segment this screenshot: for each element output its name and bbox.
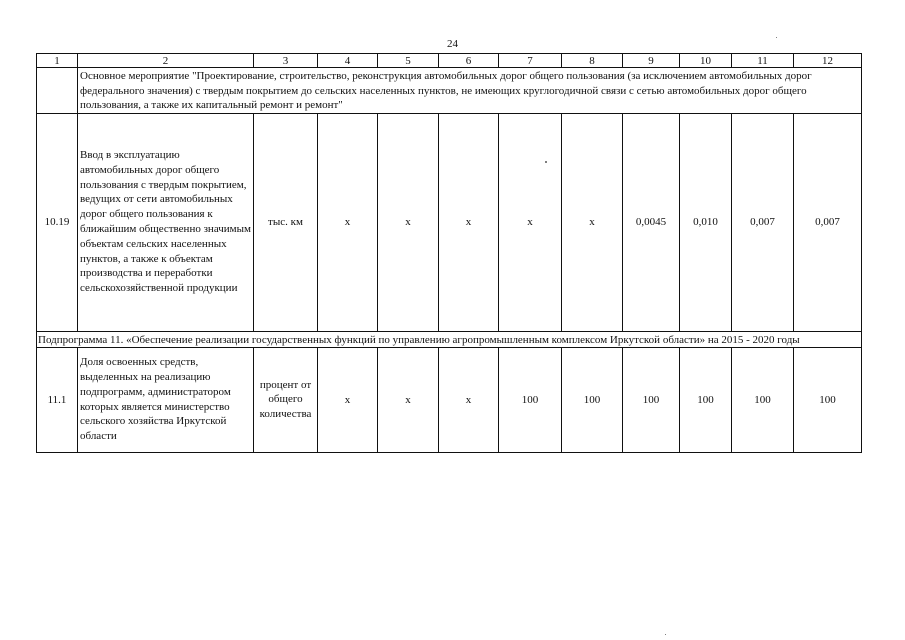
value-cell: 100: [499, 347, 562, 452]
value-cell: 0,0045: [623, 113, 680, 331]
column-header: 9: [623, 54, 680, 68]
row-number: 10.19: [37, 113, 78, 331]
subprogram-row: [37, 331, 862, 347]
value-cell: 100: [680, 347, 732, 452]
column-header: 5: [378, 54, 439, 68]
main-event-text: Основное мероприятие "Проектирование, строительство, реконструкция автомобильных дорог общего пользования (за исключением автомобильных дорог федерального значения) с твердым покрытием до сельских населенных пунктов, не имеющих круглогодичной связи с сетью автомобильных дорог общего пользования, а также их капитальный ремонт и ремонт": [78, 68, 862, 114]
value-cell: x: [378, 113, 439, 331]
value-cell: x: [378, 347, 439, 452]
value-cell: x: [439, 113, 499, 331]
value-cell: 0,007: [732, 113, 794, 331]
value-cell: x: [318, 113, 378, 331]
value-cell: x: [499, 113, 562, 331]
column-header: 10: [680, 54, 732, 68]
column-header: 7: [499, 54, 562, 68]
column-header: 1: [37, 54, 78, 68]
value-cell: x: [439, 347, 499, 452]
table-row: [37, 113, 862, 331]
page-number: 24: [447, 38, 458, 50]
column-header: 12: [794, 54, 862, 68]
unit-cell: тыс. км: [254, 113, 318, 331]
value-cell: 100: [732, 347, 794, 452]
indicator-name: Ввод в эксплуатацию автомобильных дорог общего пользования с твердым покрытием, ведущих от сети автомобильных дорог общего пользования к ближайшим общественно значимым объектам сельских населенных пунктов, а также к объектам производства и переработки сельскохозяйственной продукции: [78, 113, 254, 331]
table-row: [37, 347, 862, 452]
empty-number-cell: [37, 68, 78, 114]
indicator-name: Доля освоенных средств, выделенных на реализацию подпрограмм, администратором которых является министерство сельского хозяйства Иркутской области: [78, 347, 254, 452]
column-number-row: [37, 54, 862, 68]
main-event-row: [37, 68, 862, 114]
value-cell: x: [318, 347, 378, 452]
indicators-table: [36, 53, 862, 453]
value-cell: 100: [794, 347, 862, 452]
value-cell: x: [562, 113, 623, 331]
value-cell: 100: [623, 347, 680, 452]
column-header: 8: [562, 54, 623, 68]
column-header: 4: [318, 54, 378, 68]
column-header: 2: [78, 54, 254, 68]
value-cell: 0,010: [680, 113, 732, 331]
column-header: 3: [254, 54, 318, 68]
scan-speck: [545, 161, 547, 163]
unit-cell: процент от общего количества: [254, 347, 318, 452]
subprogram-text: Подпрограмма 11. «Обеспечение реализации государственных функций по управлению агропромышленным комплексом Иркутской области» на 2015 - 2020 годы: [37, 331, 862, 347]
row-number: 11.1: [37, 347, 78, 452]
column-header: 6: [439, 54, 499, 68]
scan-speck: [776, 37, 777, 38]
value-cell: 100: [562, 347, 623, 452]
column-header: 11: [732, 54, 794, 68]
value-cell: 0,007: [794, 113, 862, 331]
scan-speck: [665, 634, 666, 635]
